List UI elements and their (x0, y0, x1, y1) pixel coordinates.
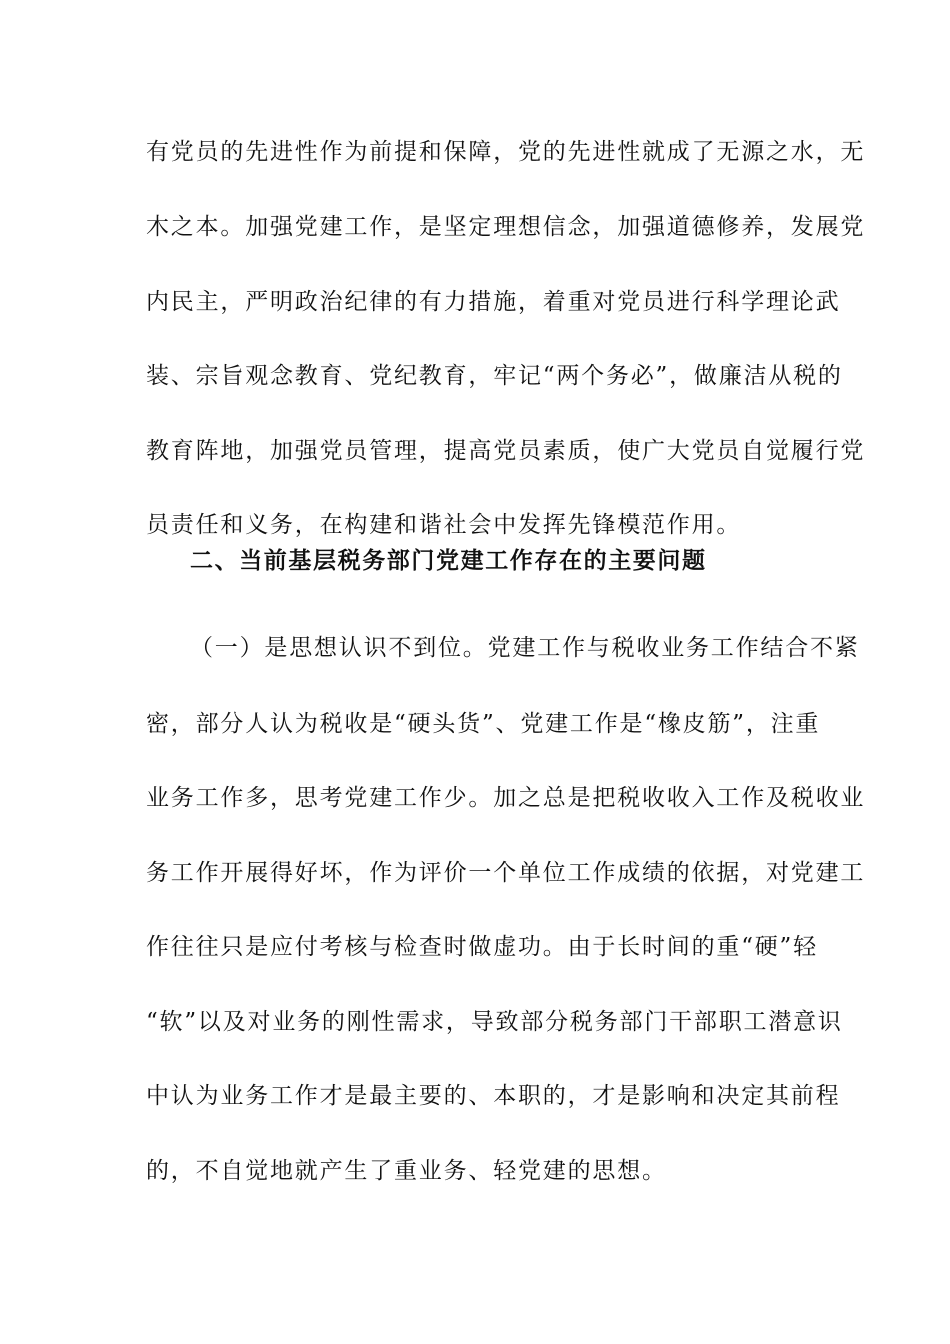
paragraph-line: （一）是思想认识不到位。党建工作与税收业务工作结合不紧 (190, 635, 860, 661)
paragraph-line: 内民主，严明政治纪律的有力措施，着重对党员进行科学理论武 (146, 289, 841, 315)
paragraph-line: 员责任和义务，在构建和谐社会中发挥先锋模范作用。 (146, 512, 742, 538)
paragraph-line: 务工作开展得好坏，作为评价一个单位工作成绩的依据，对党建工 (146, 860, 866, 886)
paragraph-line: 作往往只是应付考核与检查时做虚功。由于长时间的重“硬”轻 (146, 934, 818, 960)
paragraph-line: 的，不自觉地就产生了重业务、轻党建的思想。 (146, 1158, 667, 1184)
section-heading: 二、当前基层税务部门党建工作存在的主要问题 (190, 547, 707, 574)
paragraph-line: 装、宗旨观念教育、党纪教育，牢记“两个务必”，做廉洁从税的 (146, 363, 843, 389)
paragraph-line: 密，部分人认为税收是“硬头货”、党建工作是“橡皮筋”，注重 (146, 711, 821, 737)
paragraph-line: 木之本。加强党建工作，是坚定理想信念，加强道德修养，发展党 (146, 214, 866, 240)
paragraph-line: 教育阵地，加强党员管理，提高党员素质，使广大党员自觉履行党 (146, 438, 866, 464)
paragraph-line: 中认为业务工作才是最主要的、本职的，才是影响和决定其前程 (146, 1083, 841, 1109)
paragraph-line: “软”以及对业务的刚性需求，导致部分税务部门干部职工潜意识 (146, 1009, 843, 1035)
paragraph-line: 业务工作多，思考党建工作少。加之总是把税收收入工作及税收业 (146, 785, 866, 811)
paragraph-line: 有党员的先进性作为前提和保障，党的先进性就成了无源之水，无 (146, 139, 866, 165)
